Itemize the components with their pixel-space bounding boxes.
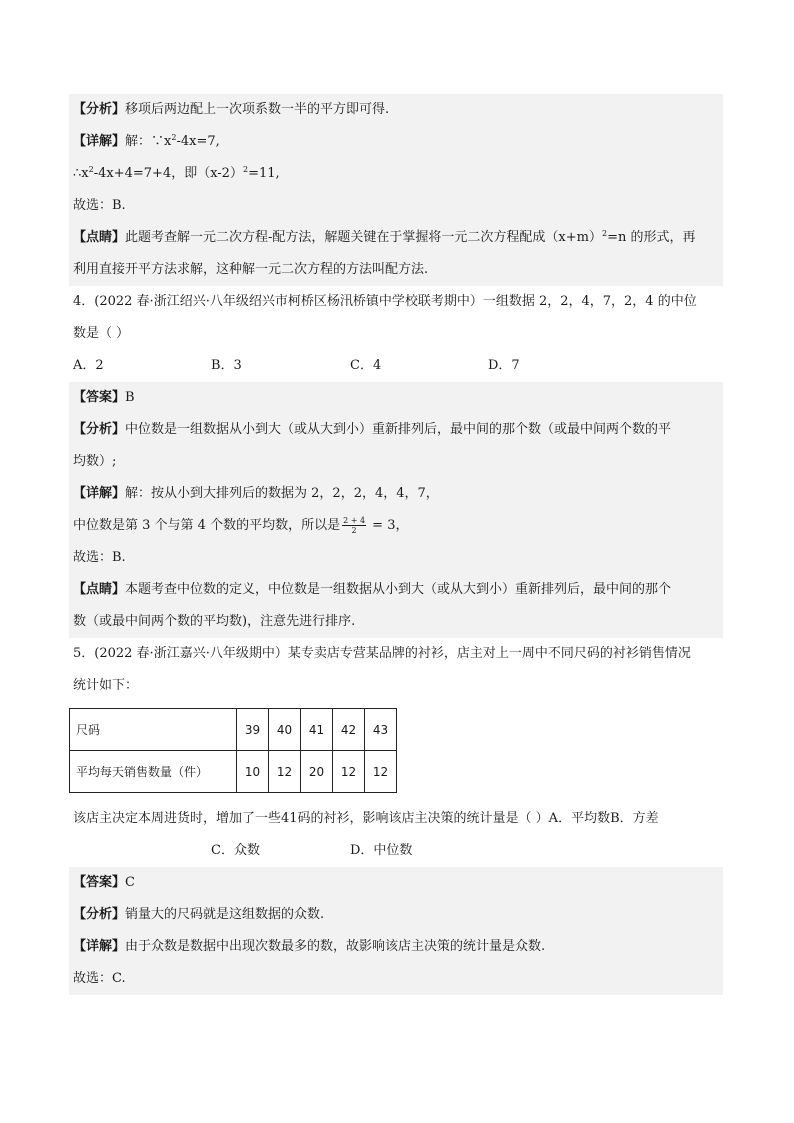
table-cell: 39 xyxy=(237,709,269,751)
q4-median: 中位数是第 3 个与第 4 个数的平均数，所以是 $\frac{2 + 4}{2}$ = 3， xyxy=(69,510,723,542)
q4-stem-2: 数是（ ） xyxy=(73,326,130,341)
q5-choice: 故选：C. xyxy=(69,963,723,995)
table-row xyxy=(70,709,397,751)
table-cell: 42 xyxy=(333,709,365,751)
q3-comment-2: 利用直接开平方法求解，这种解一元二次方程的方法叫配方法. xyxy=(69,254,723,286)
table-header-count: 平均每天销售数量（件） xyxy=(70,751,237,793)
q4-option-b: B．3 xyxy=(211,358,242,373)
q4-comment-2: 数（或最中间两个数的平均数)，注意先进行排序. xyxy=(69,606,723,638)
q5-analysis: 【分析】销量大的尺码就是这组数据的众数. xyxy=(69,899,723,931)
q5-option-c: C．众数 xyxy=(211,843,260,858)
table-cell: 10 xyxy=(237,751,269,793)
q3-step: $\therefore x^2-4x+4=7+4$，即$(x-2)^2=11$, xyxy=(69,158,723,190)
q5-option-d: D．中位数 xyxy=(350,843,413,858)
q3-analysis: 【分析】移项后两边配上一次项系数一半的平方即可得. xyxy=(69,94,723,126)
sales-table xyxy=(69,708,397,793)
q3-detail: 【详解】解：$\because x^2-4x=7$, xyxy=(69,126,723,158)
q4-option-a: A．2 xyxy=(73,358,104,373)
q3-comment-1: 【点睛】此题考查解一元二次方程-配方法，解题关键在于掌握将一元二次方程配成$(x+m)^2=n$ 的形式，再 xyxy=(69,222,723,254)
page-content xyxy=(69,94,723,995)
q5-stem-2: 统计如下： xyxy=(73,678,139,693)
q5-question: 该店主决定本周进货时，增加了一些41码的衬衫，影响该店主决策的统计量是（ ）A．平均数B．方差 xyxy=(73,811,659,826)
table-row xyxy=(70,751,397,793)
table-cell: 12 xyxy=(365,751,397,793)
table-cell: 43 xyxy=(365,709,397,751)
table-cell: 20 xyxy=(301,751,333,793)
q5-detail: 【详解】由于众数是数据中出现次数最多的数，故影响该店主决策的统计量是众数. xyxy=(69,931,723,963)
q4-answer: 【答案】B xyxy=(69,382,723,414)
table-cell: 41 xyxy=(301,709,333,751)
q4-detail: 【详解】解：按从小到大排列后的数据为 2，2，2，4，4，7， xyxy=(69,478,723,510)
table-cell: 12 xyxy=(333,751,365,793)
q3-choice: 故选：B. xyxy=(69,190,723,222)
table-cell: 12 xyxy=(269,751,301,793)
q4-analysis-1: 【分析】中位数是一组数据从小到大（或从大到小）重新排列后，最中间的那个数（或最中间两个数的平 xyxy=(69,414,723,446)
q4-options xyxy=(69,350,723,382)
q4-analysis-2: 均数）; xyxy=(69,446,723,478)
q5-options xyxy=(69,835,723,867)
table-cell: 40 xyxy=(269,709,301,751)
table-header-size: 尺码 xyxy=(70,709,237,751)
q4-comment-1: 【点睛】本题考查中位数的定义，中位数是一组数据从小到大（或从大到小）重新排列后，最中间的那个 xyxy=(69,574,723,606)
q4-option-c: C．4 xyxy=(350,358,382,373)
q4-option-d: D．7 xyxy=(488,358,520,373)
q5-answer: 【答案】C xyxy=(69,867,723,899)
q5-stem-1: 5．(2022 春·浙江嘉兴·八年级期中）某专卖店专营某品牌的衬衫，店主对上一周中不同尺码的衬衫销售情况 xyxy=(73,646,691,661)
q4-choice: 故选：B. xyxy=(69,542,723,574)
fraction: $\frac{2 + 4}{2}$ xyxy=(343,516,366,535)
q4-stem-1: 4．(2022 春·浙江绍兴·八年级绍兴市柯桥区杨汛桥镇中学校联考期中）一组数据 2，2，4，7，2，4 的中位 xyxy=(73,294,697,309)
